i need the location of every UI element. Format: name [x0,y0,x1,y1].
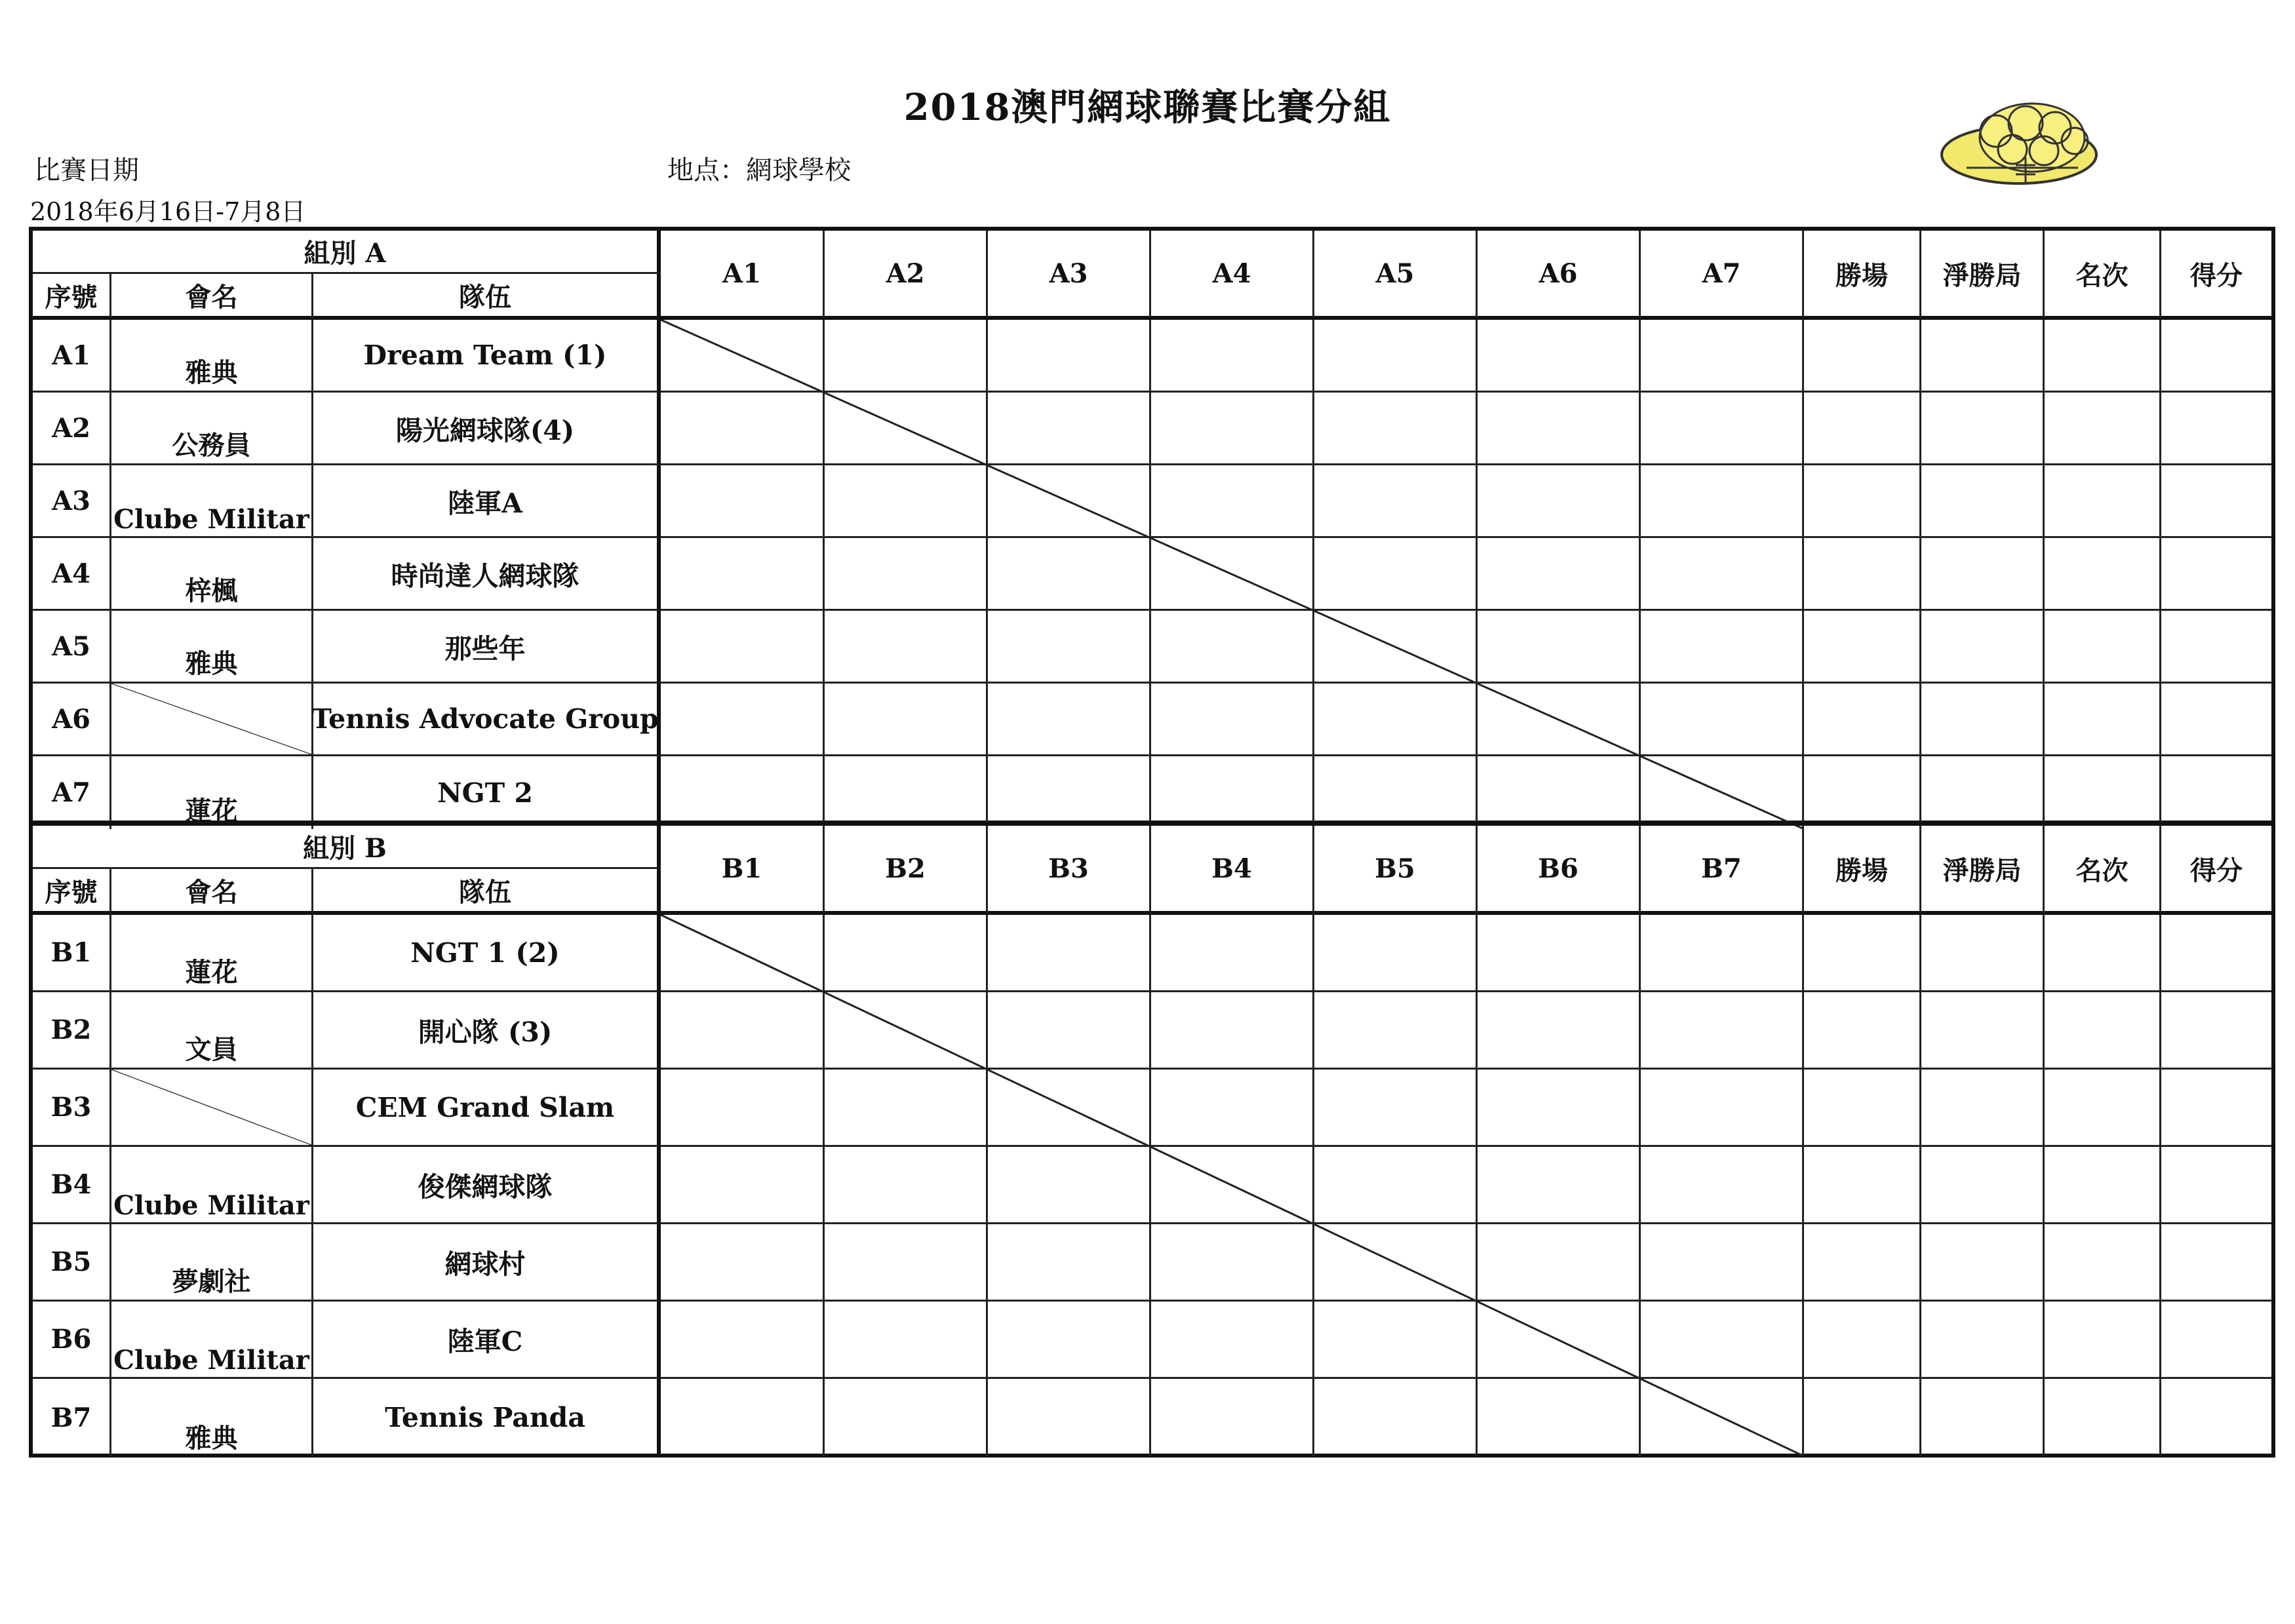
stat-cell[interactable] [1804,611,1921,684]
stat-cell[interactable] [2045,1147,2161,1224]
score-cell[interactable] [988,538,1151,611]
row-code: B7 [33,1379,111,1456]
score-cell[interactable] [1151,684,1314,756]
score-cell[interactable] [988,611,1151,684]
stat-cell[interactable] [1921,684,2045,756]
score-cell[interactable] [1314,465,1478,538]
row-code: B1 [33,915,111,992]
score-header: 得分 [2161,826,2271,915]
row-code: B3 [33,1070,111,1147]
stat-cell[interactable] [2161,992,2271,1070]
row-team: 網球村 [313,1224,661,1302]
score-cell[interactable] [1151,538,1314,611]
association-logo-icon [1927,92,2098,190]
score-cell[interactable] [988,992,1151,1070]
match-col-header: B1 [661,826,825,915]
page-title: 2018澳門網球聯賽比賽分組 [903,86,1392,129]
score-header: 得分 [2161,231,2271,320]
score-cell[interactable] [825,1302,988,1379]
stat-cell[interactable] [2045,320,2161,393]
row-code: B2 [33,992,111,1070]
score-cell[interactable] [825,611,988,684]
score-cell[interactable] [1151,320,1314,393]
stat-cell[interactable] [2045,538,2161,611]
stat-cell[interactable] [1921,538,2045,611]
stat-cell[interactable] [1921,393,2045,465]
stat-cell[interactable] [1921,1302,2045,1379]
date-value: 2018年6月16日-7月8日 [30,197,306,226]
score-cell[interactable] [1641,393,1804,465]
score-cell[interactable] [661,320,825,393]
stat-cell[interactable] [1921,611,2045,684]
group-a-table [29,227,2275,824]
row-team: NGT 2 [313,756,661,829]
stat-cell[interactable] [1921,320,2045,393]
stat-cell[interactable] [2161,320,2271,393]
stat-cell[interactable] [1804,1379,1921,1456]
score-cell[interactable] [1314,756,1478,829]
score-cell[interactable] [1314,538,1478,611]
stat-cell[interactable] [2161,756,2271,829]
match-col-header: B5 [1314,826,1478,915]
empty-slash [111,1070,311,1145]
score-cell[interactable] [825,1379,988,1456]
score-cell[interactable] [661,992,825,1070]
score-cell[interactable] [988,1070,1151,1147]
score-cell[interactable] [1314,1302,1478,1379]
stat-cell[interactable] [1921,465,2045,538]
score-cell[interactable] [1478,393,1641,465]
stat-cell[interactable] [2161,915,2271,992]
row-club: 蓮花 [111,915,313,992]
row-code: B6 [33,1302,111,1379]
group-b-table [29,822,2275,1458]
score-cell[interactable] [988,1224,1151,1302]
club-header: 會名 [111,274,313,320]
score-cell[interactable] [988,1302,1151,1379]
score-cell[interactable] [1478,538,1641,611]
match-col-header: A5 [1314,231,1478,320]
stat-cell[interactable] [1921,915,2045,992]
score-cell[interactable] [1641,1379,1804,1456]
score-cell[interactable] [1641,538,1804,611]
score-cell[interactable] [1314,1224,1478,1302]
row-code: B5 [33,1224,111,1302]
stat-cell[interactable] [2045,992,2161,1070]
row-club: Clube Militar [111,465,313,538]
team-header: 隊伍 [313,869,661,915]
score-cell[interactable] [1641,1147,1804,1224]
score-cell[interactable] [661,756,825,829]
score-cell[interactable] [661,1070,825,1147]
score-cell[interactable] [1151,1224,1314,1302]
wins-header: 勝場 [1804,826,1921,915]
stat-cell[interactable] [1804,465,1921,538]
score-cell[interactable] [1641,320,1804,393]
score-cell[interactable] [988,1379,1151,1456]
group-title: 組別 B [33,826,661,869]
row-club: Clube Militar [111,1302,313,1379]
score-cell[interactable] [988,465,1151,538]
match-col-header: A1 [661,231,825,320]
stat-cell[interactable] [2161,538,2271,611]
seq-header: 序號 [33,274,111,320]
stat-cell[interactable] [2161,1224,2271,1302]
score-cell[interactable] [661,1302,825,1379]
team-header: 隊伍 [313,274,661,320]
stat-cell[interactable] [2045,1224,2161,1302]
row-club: 公務員 [111,393,313,465]
row-club: 梓楓 [111,538,313,611]
score-cell[interactable] [1314,1147,1478,1224]
row-club: 文員 [111,992,313,1070]
score-cell[interactable] [825,393,988,465]
score-cell[interactable] [825,684,988,756]
seq-header: 序號 [33,869,111,915]
score-cell[interactable] [661,1379,825,1456]
score-cell[interactable] [661,1224,825,1302]
row-club: 雅典 [111,1379,313,1456]
score-cell[interactable] [1641,1302,1804,1379]
score-cell[interactable] [661,684,825,756]
score-cell[interactable] [988,684,1151,756]
match-col-header: B6 [1478,826,1641,915]
score-cell[interactable] [988,915,1151,992]
row-code: A2 [33,393,111,465]
row-code: A3 [33,465,111,538]
row-team: 陽光網球隊(4) [313,393,661,465]
match-col-header: A4 [1151,231,1314,320]
match-col-header: A2 [825,231,988,320]
stat-cell[interactable] [1804,393,1921,465]
score-cell[interactable] [988,320,1151,393]
score-cell[interactable] [1151,1379,1314,1456]
score-cell[interactable] [1151,992,1314,1070]
match-col-header: A6 [1478,231,1641,320]
score-cell[interactable] [1314,915,1478,992]
stat-cell[interactable] [1804,992,1921,1070]
score-cell[interactable] [825,465,988,538]
stat-cell[interactable] [2045,684,2161,756]
row-team: NGT 1 (2) [313,915,661,992]
row-club: 雅典 [111,611,313,684]
date-label: 比賽日期 [34,155,139,185]
score-cell[interactable] [825,915,988,992]
score-cell[interactable] [825,992,988,1070]
rank-header: 名次 [2045,231,2161,320]
score-cell[interactable] [1314,992,1478,1070]
match-col-header: B3 [988,826,1151,915]
stat-cell[interactable] [1804,1147,1921,1224]
stat-cell[interactable] [1804,756,1921,829]
score-cell[interactable] [1151,756,1314,829]
score-cell[interactable] [661,1147,825,1224]
score-cell[interactable] [1641,915,1804,992]
row-team: 俊傑網球隊 [313,1147,661,1224]
score-cell[interactable] [1151,465,1314,538]
score-cell[interactable] [1314,1379,1478,1456]
stat-cell[interactable] [1921,1147,2045,1224]
stat-cell[interactable] [2045,1379,2161,1456]
score-cell[interactable] [1151,1302,1314,1379]
row-team: 開心隊 (3) [313,992,661,1070]
stat-cell[interactable] [1921,756,2045,829]
score-cell[interactable] [1478,915,1641,992]
stat-cell[interactable] [2161,611,2271,684]
score-cell[interactable] [1478,1302,1641,1379]
score-cell[interactable] [1641,1070,1804,1147]
match-col-header: A3 [988,231,1151,320]
score-cell[interactable] [1314,393,1478,465]
stat-cell[interactable] [1804,320,1921,393]
stat-cell[interactable] [2161,684,2271,756]
stat-cell[interactable] [2045,1302,2161,1379]
score-cell[interactable] [825,538,988,611]
stat-cell[interactable] [2045,915,2161,992]
score-cell[interactable] [1478,756,1641,829]
stat-cell[interactable] [1921,992,2045,1070]
row-club: Clube Militar [111,1147,313,1224]
score-cell[interactable] [1314,320,1478,393]
row-code: A1 [33,320,111,393]
empty-slash [111,684,311,754]
stat-cell[interactable] [2161,1302,2271,1379]
stat-cell[interactable] [2161,465,2271,538]
stat-cell[interactable] [1804,538,1921,611]
score-cell[interactable] [661,393,825,465]
score-cell[interactable] [825,1147,988,1224]
score-cell[interactable] [1151,393,1314,465]
net-games-header: 淨勝局 [1921,231,2045,320]
score-cell[interactable] [988,756,1151,829]
stat-cell[interactable] [1804,915,1921,992]
match-col-header: B7 [1641,826,1804,915]
stat-cell[interactable] [1921,1224,2045,1302]
score-cell[interactable] [825,756,988,829]
score-cell[interactable] [825,1224,988,1302]
row-code: A4 [33,538,111,611]
row-team: CEM Grand Slam [313,1070,661,1147]
score-cell[interactable] [988,1147,1151,1224]
stat-cell[interactable] [2045,393,2161,465]
row-code: A7 [33,756,111,829]
score-cell[interactable] [988,393,1151,465]
score-cell[interactable] [1478,684,1641,756]
stat-cell[interactable] [1921,1379,2045,1456]
row-team: 時尚達人網球隊 [313,538,661,611]
row-team: 陸軍A [313,465,661,538]
score-cell[interactable] [1641,684,1804,756]
score-cell[interactable] [661,465,825,538]
score-cell[interactable] [1478,320,1641,393]
stat-cell[interactable] [1921,1070,2045,1147]
row-code: A5 [33,611,111,684]
match-col-header: B2 [825,826,988,915]
stat-cell[interactable] [2161,1147,2271,1224]
score-cell[interactable] [1641,611,1804,684]
score-cell[interactable] [825,1070,988,1147]
row-code: A6 [33,684,111,756]
stat-cell[interactable] [2045,611,2161,684]
row-team: 陸軍C [313,1302,661,1379]
stat-cell[interactable] [2161,1070,2271,1147]
stat-cell[interactable] [1804,1224,1921,1302]
score-cell[interactable] [1478,1379,1641,1456]
wins-header: 勝場 [1804,231,1921,320]
score-cell[interactable] [1478,1070,1641,1147]
stat-cell[interactable] [2045,1070,2161,1147]
score-cell[interactable] [661,611,825,684]
row-club-empty [111,684,313,756]
score-cell[interactable] [1314,611,1478,684]
row-team: Dream Team (1) [313,320,661,393]
score-cell[interactable] [1478,1224,1641,1302]
score-cell[interactable] [1641,992,1804,1070]
net-games-header: 淨勝局 [1921,826,2045,915]
stat-cell[interactable] [2161,393,2271,465]
score-cell[interactable] [661,538,825,611]
score-cell[interactable] [1151,915,1314,992]
rank-header: 名次 [2045,826,2161,915]
row-team: Tennis Panda [313,1379,661,1456]
row-club: 雅典 [111,320,313,393]
row-code: B4 [33,1147,111,1224]
score-cell[interactable] [1478,992,1641,1070]
row-club-empty [111,1070,313,1147]
score-cell[interactable] [1641,756,1804,829]
club-header: 會名 [111,869,313,915]
score-cell[interactable] [1478,465,1641,538]
match-col-header: B4 [1151,826,1314,915]
row-team: Tennis Advocate Group [313,684,661,756]
score-cell[interactable] [1151,1147,1314,1224]
stat-cell[interactable] [2161,1379,2271,1456]
location-label: 地点：網球學校 [667,155,851,185]
score-cell[interactable] [825,320,988,393]
row-team: 那些年 [313,611,661,684]
stat-cell[interactable] [2045,756,2161,829]
score-cell[interactable] [1314,1070,1478,1147]
stat-cell[interactable] [2045,465,2161,538]
score-cell[interactable] [1151,611,1314,684]
row-club: 夢劇社 [111,1224,313,1302]
score-cell[interactable] [1478,1147,1641,1224]
score-cell[interactable] [1641,1224,1804,1302]
group-title: 組別 A [33,231,661,274]
score-cell[interactable] [1314,684,1478,756]
score-cell[interactable] [1151,1070,1314,1147]
stat-cell[interactable] [1804,1070,1921,1147]
stat-cell[interactable] [1804,1302,1921,1379]
score-cell[interactable] [661,915,825,992]
score-cell[interactable] [1478,611,1641,684]
stat-cell[interactable] [1804,684,1921,756]
match-col-header: A7 [1641,231,1804,320]
score-cell[interactable] [1641,465,1804,538]
row-club: 蓮花 [111,756,313,829]
